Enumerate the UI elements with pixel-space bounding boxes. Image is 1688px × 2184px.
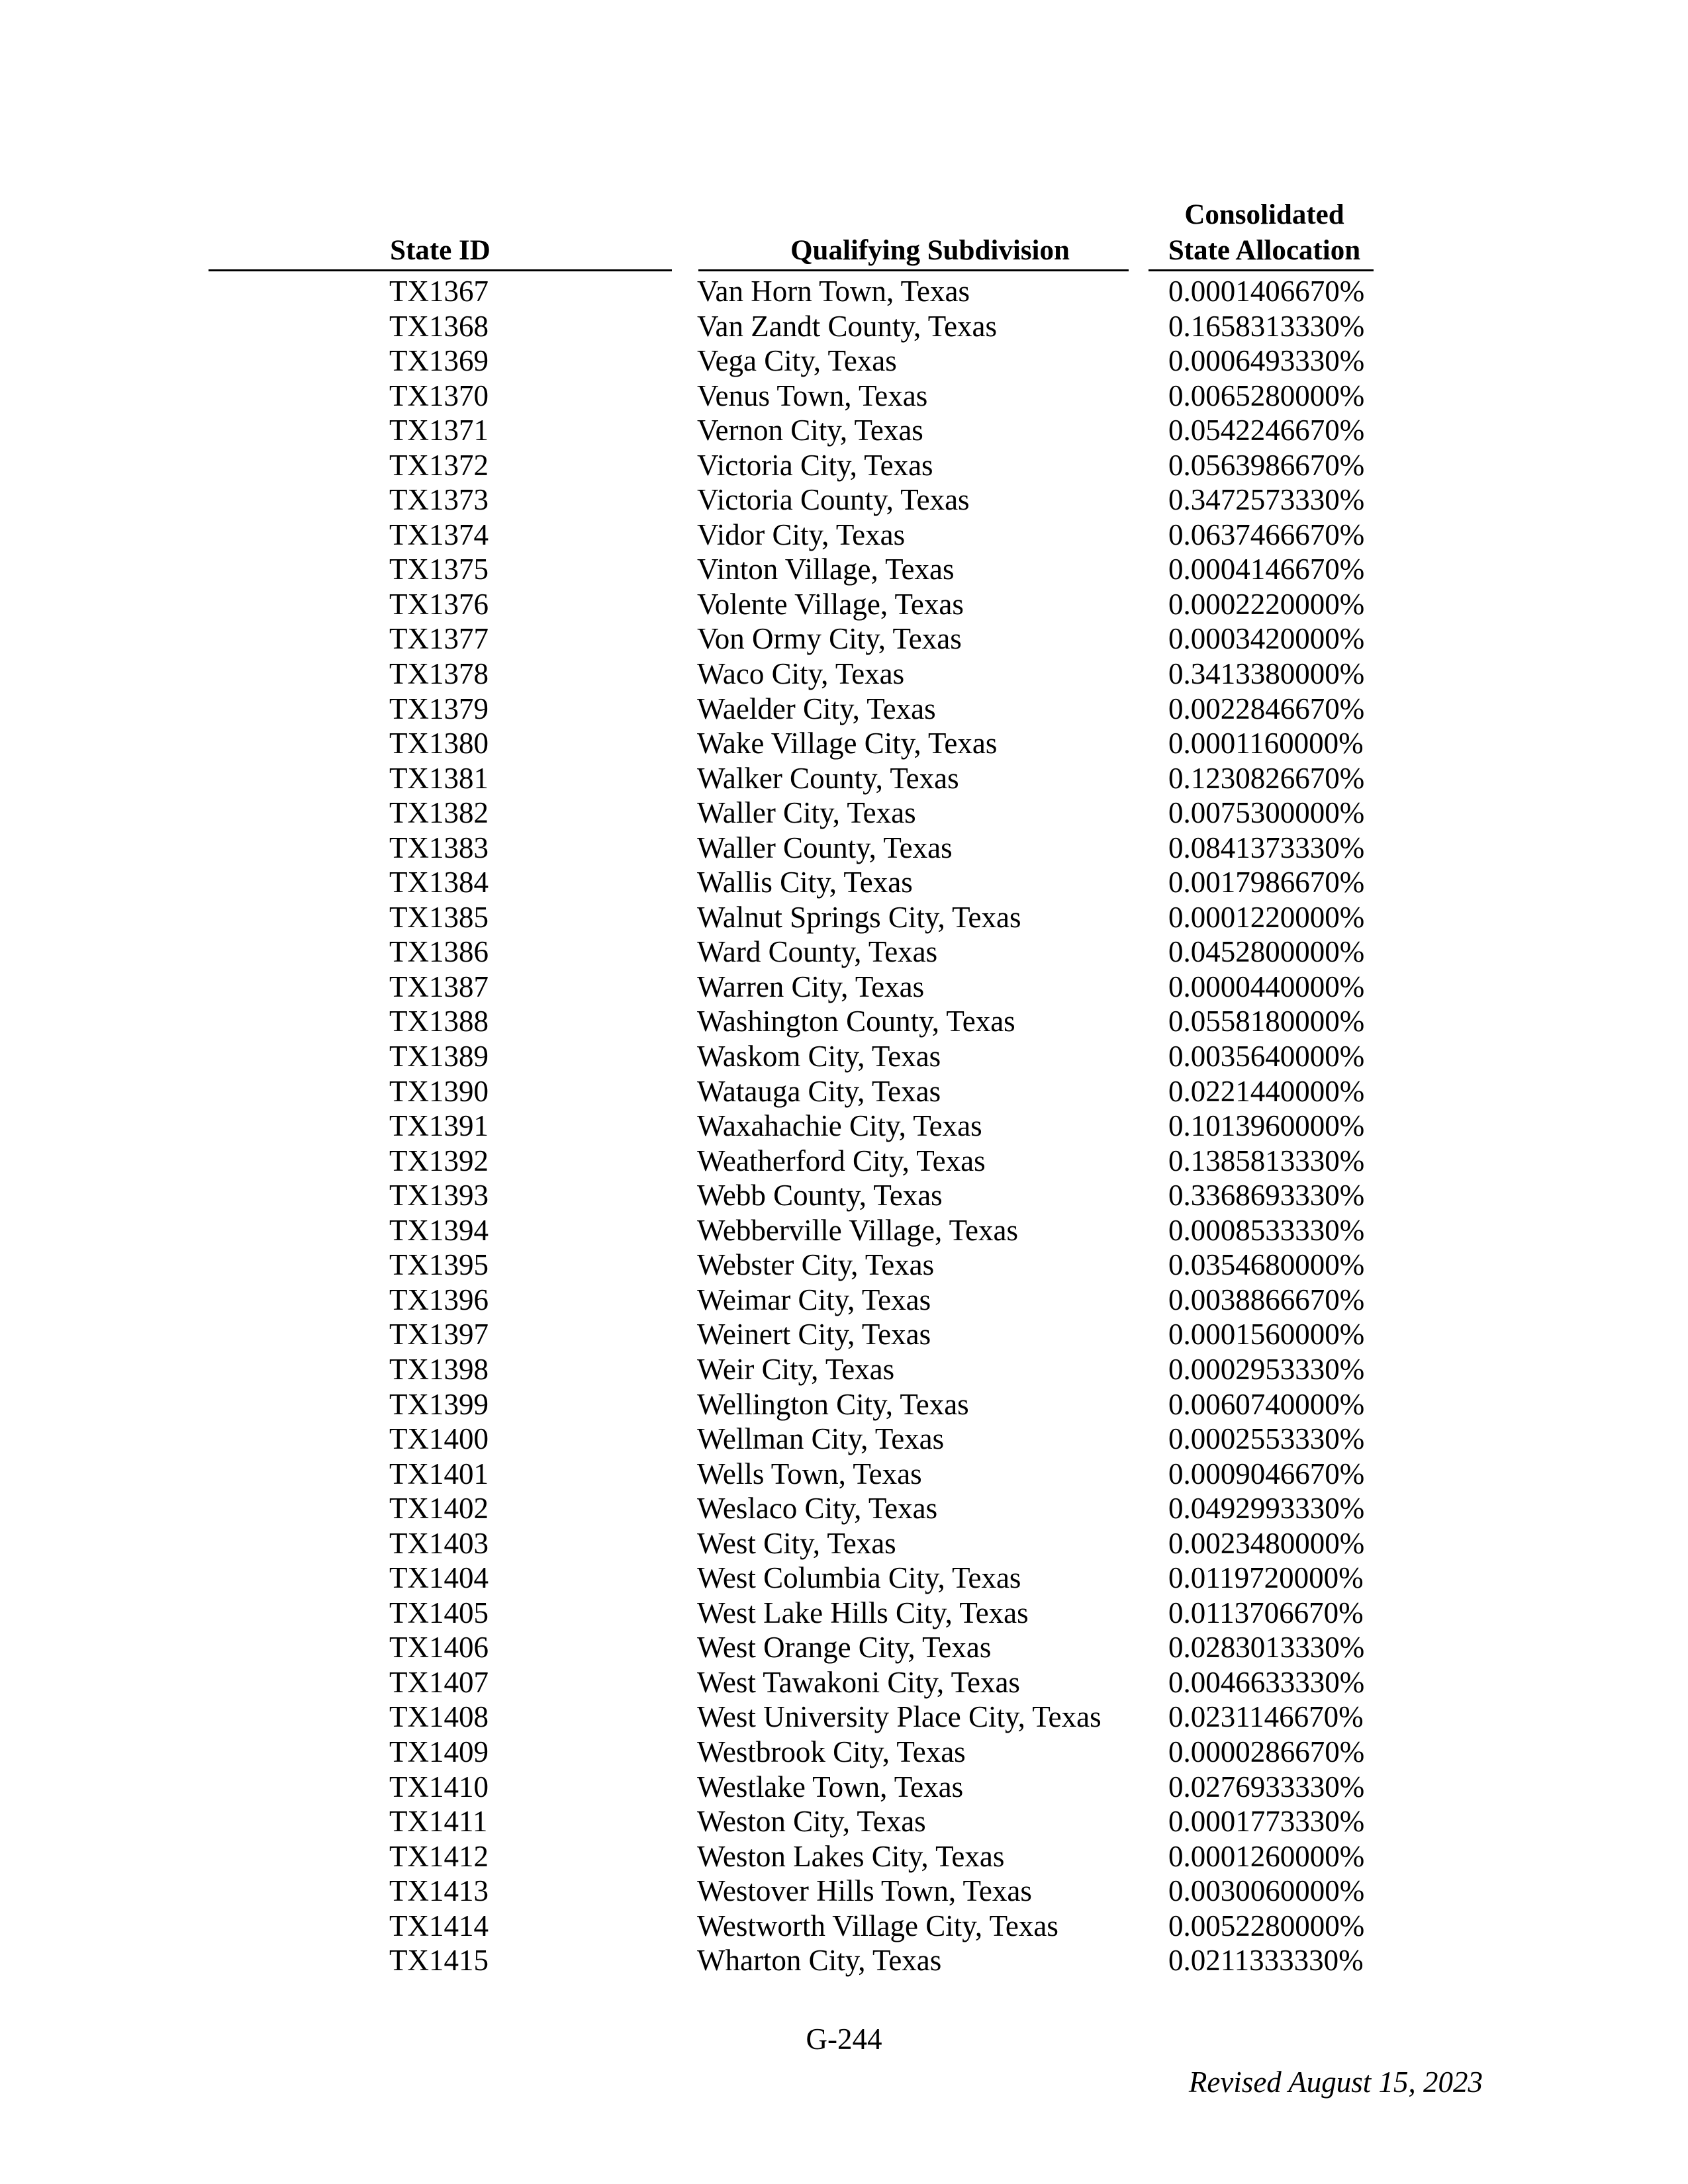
column-header-state-allocation [1139, 197, 1390, 269]
allocation-cell: 0.0231146670% [1168, 1700, 1364, 1734]
table-row [0, 1422, 1688, 1457]
state-id-cell: TX1400 [389, 1422, 489, 1456]
allocation-cell: 0.0023480000% [1168, 1526, 1365, 1560]
table-row [0, 1074, 1688, 1109]
state-id-cell: TX1384 [389, 866, 489, 899]
state-id-cell: TX1402 [389, 1492, 489, 1525]
revision-date: Revised August 15, 2023 [1188, 2066, 1483, 2099]
table-row [0, 1526, 1688, 1561]
state-id-cell: TX1406 [389, 1631, 489, 1664]
subdivision-cell: Weinert City, Texas [697, 1318, 931, 1351]
allocation-cell: 0.0563986670% [1168, 448, 1365, 482]
allocation-cell: 0.0017986670% [1168, 866, 1365, 899]
subdivision-cell: Washington County, Texas [697, 1005, 1015, 1038]
page-number: G-244 [806, 2023, 882, 2056]
state-id-cell: TX1404 [389, 1561, 489, 1595]
subdivision-cell: Webster City, Texas [697, 1248, 935, 1282]
allocation-cell: 0.0022846670% [1168, 692, 1365, 725]
table-row [0, 1248, 1688, 1283]
state-id-cell: TX1368 [389, 309, 489, 343]
state-id-cell: TX1412 [389, 1839, 489, 1873]
subdivision-cell: Weston City, Texas [697, 1805, 926, 1839]
allocation-cell: 0.0001773330% [1168, 1805, 1365, 1839]
table-row [0, 1630, 1688, 1665]
state-id-cell: TX1367 [389, 275, 489, 308]
allocation-cell: 0.0001560000% [1168, 1318, 1365, 1351]
allocation-cell: 0.0637466670% [1168, 518, 1365, 551]
state-id-cell: TX1392 [389, 1144, 489, 1177]
subdivision-cell: West City, Texas [697, 1526, 896, 1560]
subdivision-cell: Wallis City, Texas [697, 866, 913, 899]
allocation-cell: 0.1013960000% [1168, 1109, 1365, 1143]
allocation-cell: 0.0276933330% [1168, 1770, 1365, 1803]
table-row [0, 1735, 1688, 1770]
table-row [0, 552, 1688, 587]
subdivision-cell: Waxahachie City, Texas [697, 1109, 982, 1143]
table-row [0, 1770, 1688, 1805]
state-id-cell: TX1414 [389, 1909, 489, 1942]
allocation-cell: 0.0000286670% [1168, 1735, 1365, 1768]
table-row [0, 1109, 1688, 1144]
state-id-cell: TX1383 [389, 831, 489, 864]
subdivision-cell: Westover Hills Town, Texas [697, 1874, 1032, 1908]
subdivision-cell: Venus Town, Texas [697, 379, 928, 412]
table-row [0, 1178, 1688, 1213]
allocation-cell: 0.0003420000% [1168, 622, 1365, 656]
state-id-cell: TX1415 [389, 1944, 489, 1978]
table-row [0, 796, 1688, 831]
state-id-cell: TX1377 [389, 622, 489, 656]
table-row [0, 1004, 1688, 1039]
allocation-cell: 0.0001160000% [1168, 727, 1364, 760]
subdivision-cell: Volente Village, Texas [697, 587, 964, 621]
subdivision-cell: Vernon City, Texas [697, 414, 923, 447]
allocation-cell: 0.0060740000% [1168, 1387, 1365, 1421]
subdivision-cell: Von Ormy City, Texas [697, 622, 962, 656]
state-id-cell: TX1408 [389, 1700, 489, 1734]
subdivision-cell: Vega City, Texas [697, 344, 897, 378]
allocation-cell: 0.0038866670% [1168, 1283, 1365, 1316]
allocation-cell: 0.0002953330% [1168, 1352, 1365, 1386]
allocation-cell: 0.0001406670% [1168, 275, 1365, 308]
allocation-cell: 0.0035640000% [1168, 1040, 1365, 1073]
allocation-cell: 0.0065280000% [1168, 379, 1365, 412]
state-id-cell: TX1401 [389, 1457, 489, 1490]
table-row [0, 343, 1688, 379]
allocation-cell: 0.0841373330% [1168, 831, 1365, 864]
table-row [0, 726, 1688, 761]
table-row [0, 1283, 1688, 1318]
table-row [0, 831, 1688, 866]
state-id-cell: TX1413 [389, 1874, 489, 1908]
table-row [0, 309, 1688, 344]
subdivision-cell: Webberville Village, Texas [697, 1213, 1018, 1247]
state-id-cell: TX1396 [389, 1283, 489, 1316]
table-row [0, 1909, 1688, 1944]
state-id-cell: TX1375 [389, 553, 489, 586]
column-header-state-id: State ID [390, 235, 491, 266]
allocation-cell: 0.0119720000% [1168, 1561, 1364, 1595]
state-id-cell: TX1391 [389, 1109, 489, 1143]
subdivision-cell: Van Horn Town, Texas [697, 275, 970, 308]
subdivision-cell: Wellman City, Texas [697, 1422, 945, 1456]
table-row [0, 1457, 1688, 1492]
state-id-cell: TX1387 [389, 970, 489, 1003]
table-row [0, 970, 1688, 1005]
state-id-cell: TX1369 [389, 344, 489, 378]
allocation-cell: 0.0001220000% [1168, 900, 1365, 934]
table-row [0, 1700, 1688, 1735]
state-id-cell: TX1393 [389, 1179, 489, 1212]
allocation-cell: 0.3472573330% [1168, 483, 1365, 517]
allocation-cell: 0.0001260000% [1168, 1839, 1365, 1873]
state-id-cell: TX1388 [389, 1005, 489, 1038]
allocation-cell: 0.3368693330% [1168, 1179, 1365, 1212]
state-id-cell: TX1398 [389, 1352, 489, 1386]
allocation-cell: 0.0283013330% [1168, 1631, 1365, 1664]
table-row [0, 1596, 1688, 1631]
state-id-cell: TX1397 [389, 1318, 489, 1351]
allocation-cell: 0.0030060000% [1168, 1874, 1365, 1908]
state-id-cell: TX1385 [389, 900, 489, 934]
allocation-cell: 0.0008533330% [1168, 1213, 1365, 1247]
subdivision-cell: Ward County, Texas [697, 935, 938, 969]
allocation-cell: 0.1230826670% [1168, 761, 1365, 795]
table-row [0, 1665, 1688, 1700]
table-row [0, 657, 1688, 692]
state-id-cell: TX1380 [389, 727, 489, 760]
allocation-cell: 0.0000440000% [1168, 970, 1365, 1003]
subdivision-cell: Wellington City, Texas [697, 1387, 969, 1421]
subdivision-cell: Weston Lakes City, Texas [697, 1839, 1005, 1873]
state-id-cell: TX1390 [389, 1074, 489, 1108]
subdivision-cell: Walnut Springs City, Texas [697, 900, 1021, 934]
state-id-cell: TX1386 [389, 935, 489, 969]
allocation-cell: 0.1658313330% [1168, 309, 1365, 343]
subdivision-cell: Weslaco City, Texas [697, 1492, 938, 1525]
subdivision-cell: Westlake Town, Texas [697, 1770, 964, 1803]
subdivision-cell: Watauga City, Texas [697, 1074, 941, 1108]
state-id-cell: TX1376 [389, 587, 489, 621]
state-id-cell: TX1411 [389, 1805, 488, 1839]
state-id-cell: TX1379 [389, 692, 489, 725]
table-row [0, 413, 1688, 448]
allocation-cell: 0.0558180000% [1168, 1005, 1365, 1038]
state-id-cell: TX1409 [389, 1735, 489, 1768]
subdivision-cell: Walker County, Texas [697, 761, 959, 795]
subdivision-cell: Vinton Village, Texas [697, 553, 955, 586]
table-row [0, 1352, 1688, 1387]
table-row [0, 1213, 1688, 1248]
subdivision-cell: West University Place City, Texas [697, 1700, 1102, 1734]
allocation-cell: 0.0113706670% [1168, 1596, 1364, 1629]
table-row [0, 1561, 1688, 1596]
state-id-cell: TX1403 [389, 1526, 489, 1560]
subdivision-cell: Weir City, Texas [697, 1352, 895, 1386]
allocation-table-body [0, 274, 1688, 1978]
subdivision-cell: Westbrook City, Texas [697, 1735, 966, 1768]
allocation-cell: 0.3413380000% [1168, 657, 1365, 691]
header-rule-allocation [1149, 269, 1374, 271]
subdivision-cell: West Orange City, Texas [697, 1631, 992, 1664]
subdivision-cell: West Columbia City, Texas [697, 1561, 1021, 1595]
allocation-cell: 0.0211333330% [1168, 1944, 1364, 1978]
allocation-cell: 0.0006493330% [1168, 344, 1365, 378]
subdivision-cell: Waelder City, Texas [697, 692, 936, 725]
subdivision-cell: Vidor City, Texas [697, 518, 906, 551]
state-id-cell: TX1410 [389, 1770, 489, 1803]
subdivision-cell: Victoria County, Texas [697, 483, 970, 517]
subdivision-cell: Weatherford City, Texas [697, 1144, 986, 1177]
table-row [0, 621, 1688, 657]
table-row [0, 1387, 1688, 1422]
column-header-allocation-line1: Consolidated [1184, 199, 1344, 230]
subdivision-cell: Victoria City, Texas [697, 448, 933, 482]
state-id-cell: TX1389 [389, 1040, 489, 1073]
table-row [0, 865, 1688, 900]
subdivision-cell: West Lake Hills City, Texas [697, 1596, 1029, 1629]
subdivision-cell: Warren City, Texas [697, 970, 925, 1003]
header-rule-subdivision [698, 269, 1129, 271]
table-row [0, 1039, 1688, 1074]
state-id-cell: TX1374 [389, 518, 489, 551]
subdivision-cell: Weimar City, Texas [697, 1283, 931, 1316]
table-row [0, 518, 1688, 553]
table-row [0, 587, 1688, 622]
subdivision-cell: Waco City, Texas [697, 657, 905, 691]
subdivision-cell: Van Zandt County, Texas [697, 309, 998, 343]
state-id-cell: TX1399 [389, 1387, 489, 1421]
subdivision-cell: Webb County, Texas [697, 1179, 943, 1212]
allocation-cell: 0.0452800000% [1168, 935, 1365, 969]
table-row [0, 379, 1688, 414]
state-id-cell: TX1405 [389, 1596, 489, 1629]
table-row [0, 934, 1688, 970]
state-id-cell: TX1370 [389, 379, 489, 412]
state-id-cell: TX1373 [389, 483, 489, 517]
header-rule-state-id [209, 269, 672, 271]
allocation-cell: 0.0009046670% [1168, 1457, 1365, 1490]
subdivision-cell: Wells Town, Texas [697, 1457, 922, 1490]
table-row [0, 448, 1688, 483]
subdivision-cell: West Tawakoni City, Texas [697, 1665, 1020, 1699]
state-id-cell: TX1395 [389, 1248, 489, 1282]
table-row [0, 1317, 1688, 1352]
table-row [0, 1839, 1688, 1874]
state-id-cell: TX1382 [389, 796, 489, 830]
table-row [0, 1491, 1688, 1526]
allocation-cell: 0.0221440000% [1168, 1074, 1365, 1108]
state-id-cell: TX1371 [389, 414, 489, 447]
allocation-cell: 0.0354680000% [1168, 1248, 1365, 1282]
column-header-allocation-line2: State Allocation [1168, 235, 1361, 266]
subdivision-cell: Waller City, Texas [697, 796, 916, 830]
allocation-cell: 0.1385813330% [1168, 1144, 1365, 1177]
state-id-cell: TX1372 [389, 448, 489, 482]
allocation-cell: 0.0492993330% [1168, 1492, 1365, 1525]
table-row [0, 1144, 1688, 1179]
table-row [0, 1804, 1688, 1839]
table-row [0, 1874, 1688, 1909]
state-id-cell: TX1378 [389, 657, 489, 691]
allocation-cell: 0.0075300000% [1168, 796, 1365, 830]
column-header-qualifying-subdivision: Qualifying Subdivision [790, 235, 1070, 266]
allocation-cell: 0.0004146670% [1168, 553, 1365, 586]
table-row [0, 900, 1688, 935]
allocation-cell: 0.0002220000% [1168, 587, 1365, 621]
table-row [0, 482, 1688, 518]
subdivision-cell: Wharton City, Texas [697, 1944, 942, 1978]
state-id-cell: TX1407 [389, 1665, 489, 1699]
table-row [0, 274, 1688, 309]
allocation-cell: 0.0052280000% [1168, 1909, 1365, 1942]
subdivision-cell: Wake Village City, Texas [697, 727, 998, 760]
allocation-cell: 0.0002553330% [1168, 1422, 1365, 1456]
allocation-cell: 0.0046633330% [1168, 1665, 1365, 1699]
table-row [0, 1943, 1688, 1978]
table-row [0, 692, 1688, 727]
state-id-cell: TX1394 [389, 1213, 489, 1247]
subdivision-cell: Waller County, Texas [697, 831, 953, 864]
state-id-cell: TX1381 [389, 761, 489, 795]
table-row [0, 761, 1688, 796]
subdivision-cell: Westworth Village City, Texas [697, 1909, 1058, 1942]
subdivision-cell: Waskom City, Texas [697, 1040, 941, 1073]
allocation-cell: 0.0542246670% [1168, 414, 1365, 447]
